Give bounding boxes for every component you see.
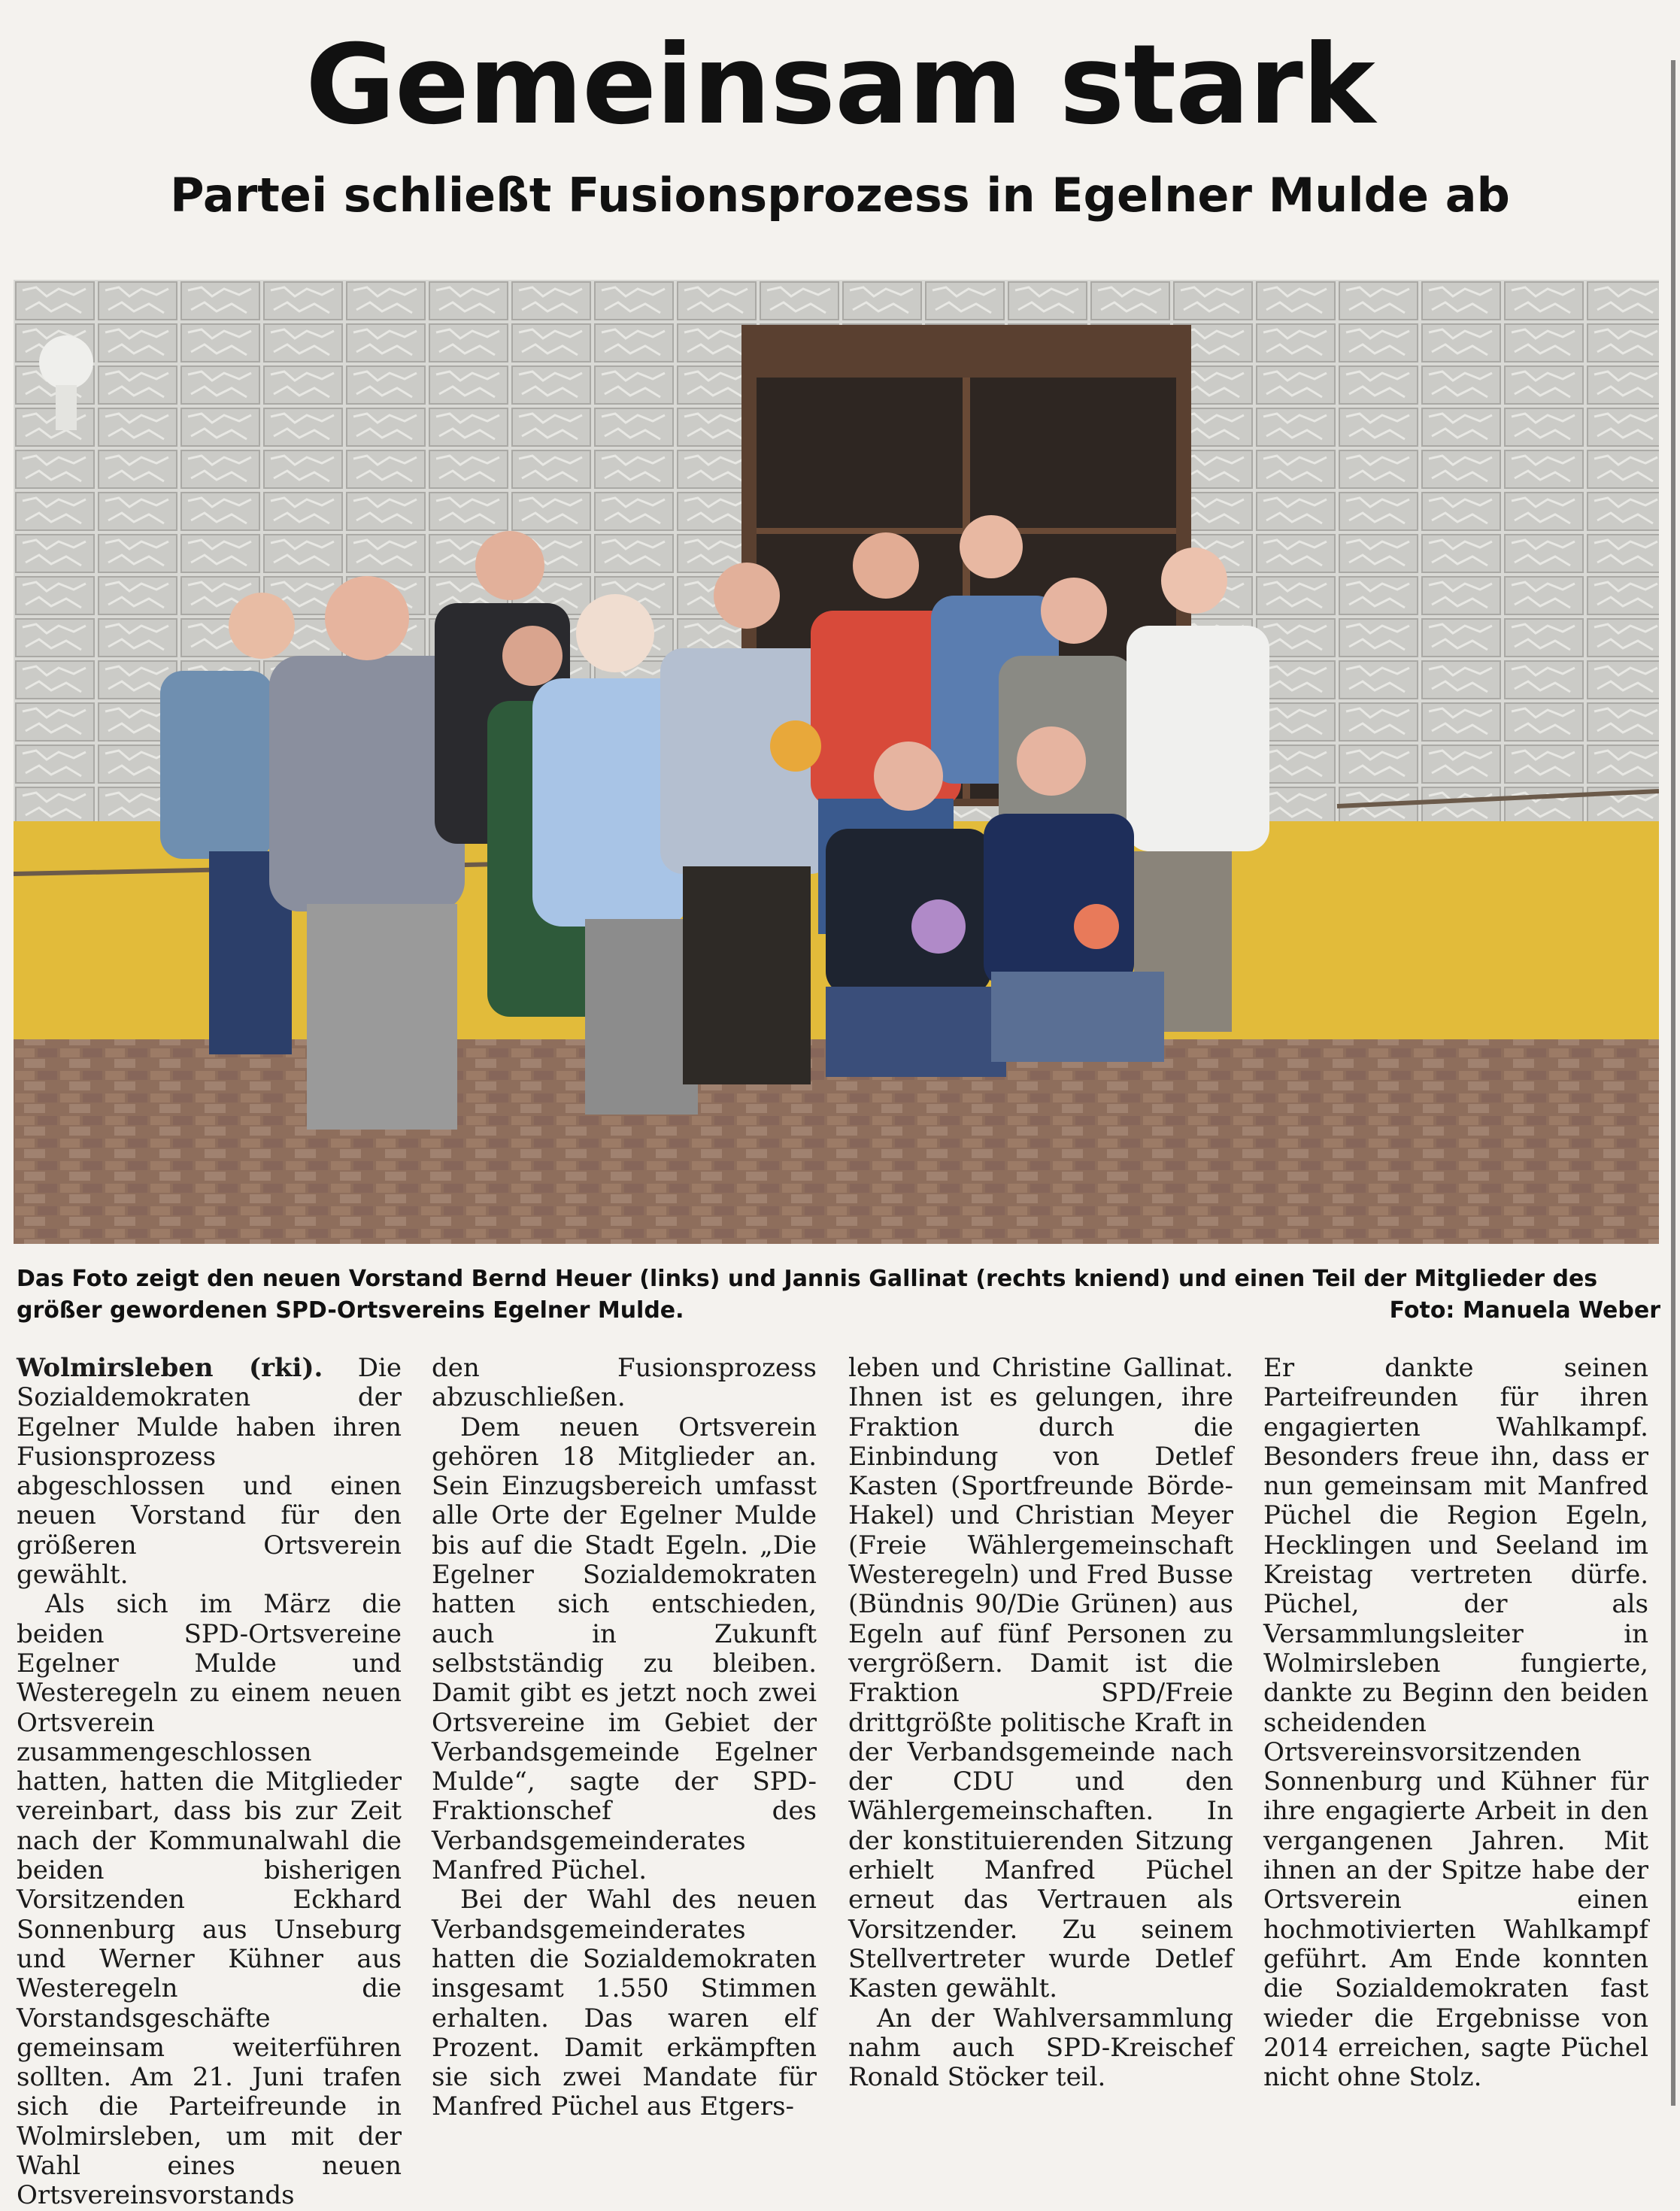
- caption-text: Das Foto zeigt den neuen Vorstand Bernd Heuer (links) und Jannis Gallinat (rechts kniend) und einen Teil der Mitglieder des größer gewordenen SPD-Ortsvereins Egelner Mulde.: [17, 1266, 1598, 1324]
- photo-caption: [17, 1263, 1660, 1327]
- photo-credit: Foto: Manuela Weber: [1389, 1297, 1660, 1324]
- column-2-paragraph-1: den Fusionsprozess abzuschließen.: [432, 1353, 817, 1413]
- subheadline: Partei schließt Fusionsprozess in Egelner Mulde ab: [170, 168, 1510, 223]
- article-column-4: [1263, 1354, 1648, 2092]
- article-column-3: [848, 1354, 1233, 2092]
- column-4-paragraph-1: Er dankte seinen Parteifreunden für ihren engagierten Wahlkampf. Besonders freue ihn, dass er nun gemeinsam mit Manfred Püchel die Region Egeln, Hecklingen und Seeland im Kreistag vertreten dürfe. Püchel, der als Versammlungsleiter in Wolmirsleben fungierte, dankte zu Beginn den beiden scheidenden Ortsvereinsvorsitzenden Sonnenburg und Kühner für ihre engagierte Arbeit in den vergangenen Jahren. Mit ihnen an der Spitze habe der Ortsverein einen hochmotivierten Wahlkampf geführt. Am Ende konnten die Sozialdemokraten fast wieder die Ergebnisse von 2014 erreichen, sagte Püchel nicht ohne Stolz.: [1263, 1353, 1648, 2093]
- column-1-paragraph-2: Als sich im März die beiden SPD-Ortsvereine Egelner Mulde und Westeregeln zu einem neuen Ortsverein zusammengeschlossen hatten, hatten die Mitglieder vereinbart, dass bis zur Zeit nach der Kommunalwahl die beiden bisherigen Vorsitzenden Eckhard Sonnenburg aus Unseburg und Werner Kühner aus Westeregeln die Vorstandsgeschäfte gemeinsam weiterführen sollten. Am 21. Juni trafen sich die Parteifreunde in Wolmirsleben, um mit der Wahl eines neuen Ortsvereinsvorstands: [17, 1589, 402, 2211]
- group-photo-icon: [14, 280, 1659, 1244]
- headline: Gemeinsam stark: [305, 21, 1375, 149]
- article-column-2: [432, 1354, 817, 2122]
- column-2-paragraph-2: Dem neuen Ortsverein gehören 18 Mitglieder an. Sein Einzugsbereich umfasst alle Orte der Egelner Mulde bis auf die Stadt Egeln. „Die Egelner Sozialdemokraten hatten sich entschieden, auch in Zukunft selbstständig zu bleiben. Damit gibt es jetzt noch zwei Ortsvereine im Gebiet der Verbandsgemeinde Egelner Mulde“, sagte der SPD-Fraktionschef des Verbandsgemeinderates Manfred Püchel.: [432, 1412, 817, 1886]
- column-1-paragraph-1: Die Sozialdemokraten der Egelner Mulde haben ihren Fusionsprozess abgeschlossen und einen neuen Vorstand für den größeren Ortsverein gewählt.: [17, 1353, 402, 1591]
- column-2-paragraph-3: Bei der Wahl des neuen Verbandsgemeinderates hatten die Sozialdemokraten insgesamt 1.550 Stimmen erhalten. Das waren elf Prozent. Damit erkämpften sie sich zwei Mandate für Manfred Püchel aus Etgers-: [432, 1885, 817, 2122]
- article-column-1: [17, 1354, 402, 2211]
- column-3-paragraph-2: An der Wahlversammlung nahm auch SPD-Kreischef Ronald Stöcker teil.: [848, 2003, 1233, 2093]
- scan-edge: [1671, 60, 1675, 2106]
- column-3-paragraph-1: leben und Christine Gallinat. Ihnen ist es gelungen, ihre Fraktion durch die Einbindung von Detlef Kasten (Sportfreunde Börde-Hakel) und Christian Meyer (Freie Wählergemeinschaft Westeregeln) und Fred Busse (Bündnis 90/Die Grünen) aus Egeln auf fünf Personen zu vergrößern. Damit ist die Fraktion SPD/Freie drittgrößte politische Kraft in der Verbandsgemeinde nach der CDU und den Wählergemeinschaften. In der konstituierenden Sitzung erhielt Manfred Püchel erneut das Vertrauen als Vorsitzender. Zu seinem Stellvertreter wurde Detlef Kasten gewählt.: [848, 1353, 1233, 2004]
- dateline: Wolmirsleben (rki).: [17, 1353, 323, 1383]
- group-photo: [14, 280, 1659, 1244]
